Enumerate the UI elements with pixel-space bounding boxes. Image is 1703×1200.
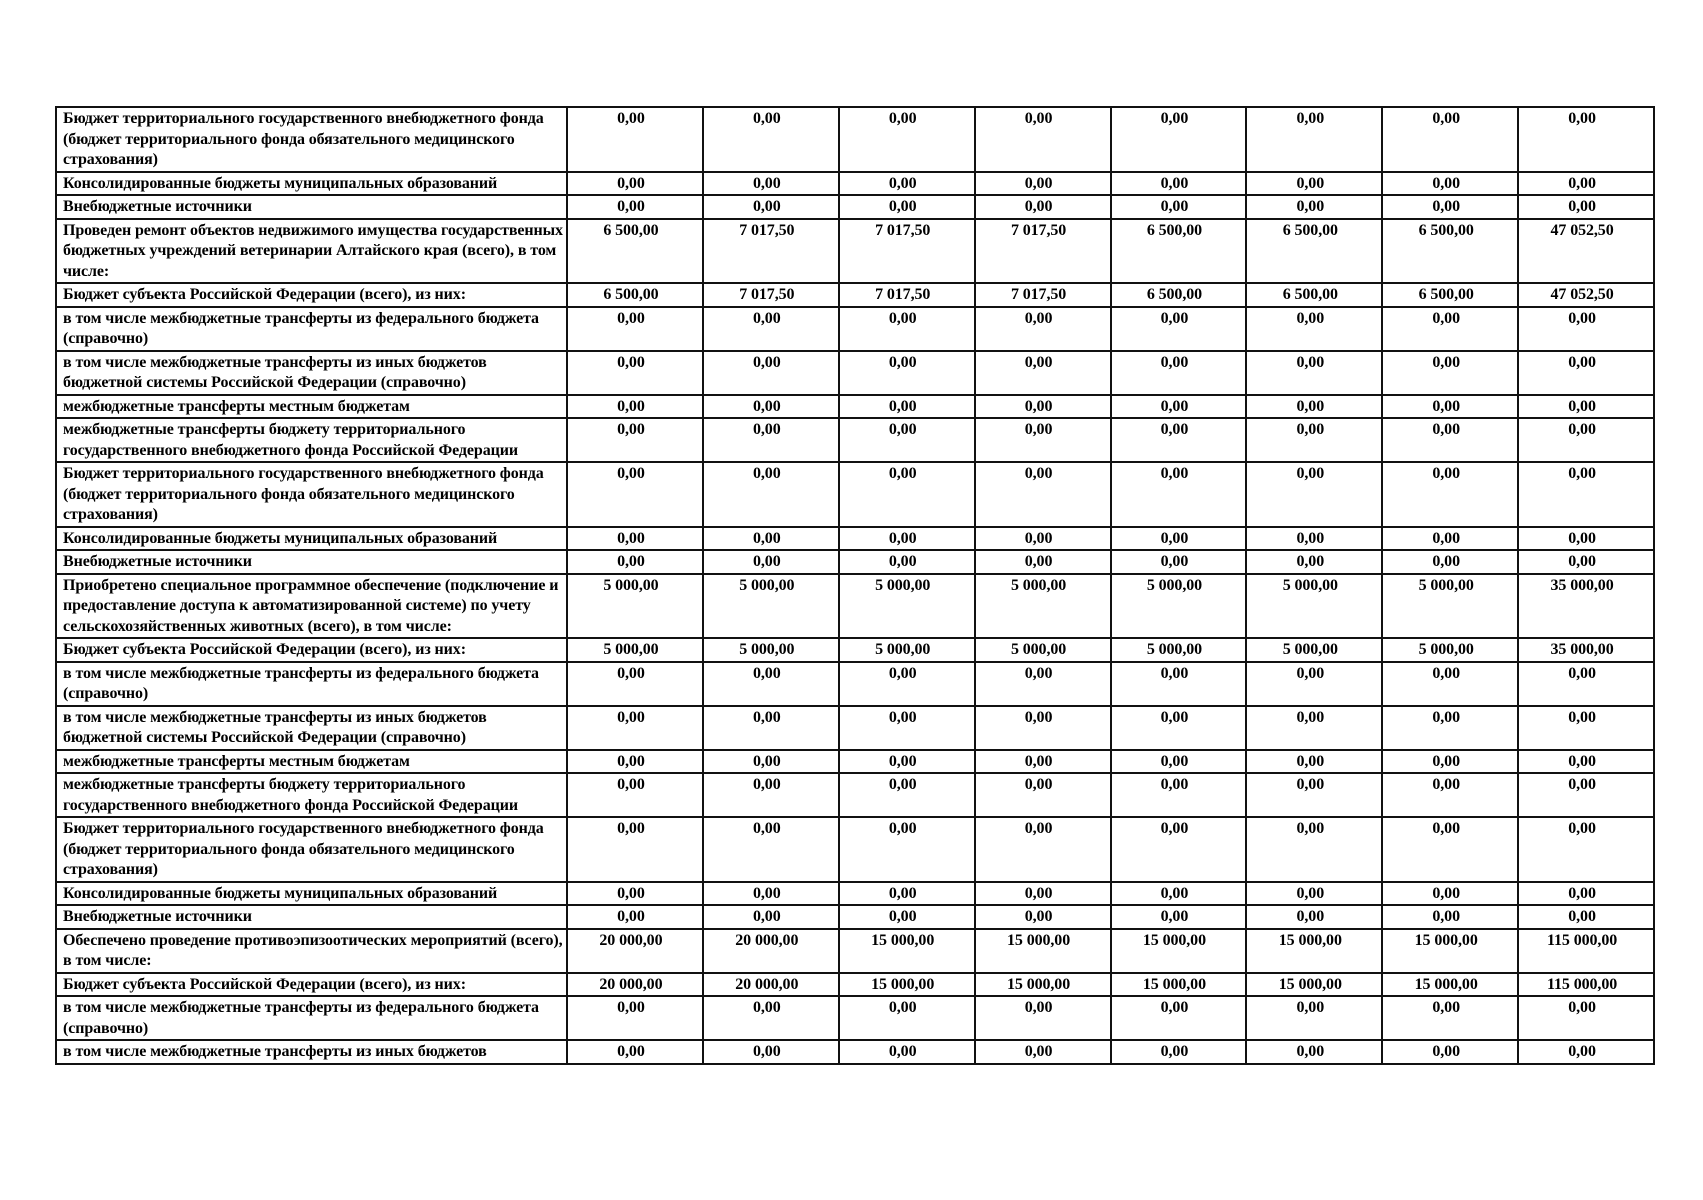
value-cell: 7 017,50: [839, 219, 975, 284]
row-label: в том числе межбюджетные трансферты из иных бюджетов бюджетной системы Российской Федерации (справочно): [56, 706, 567, 750]
value-cell: 0,00: [703, 550, 839, 574]
value-cell: 20 000,00: [703, 929, 839, 973]
value-cell: 6 500,00: [1246, 219, 1382, 284]
table-row: [56, 662, 1654, 706]
table-row: [56, 195, 1654, 219]
value-cell: 0,00: [1111, 996, 1247, 1040]
table-row: [56, 219, 1654, 284]
value-cell: 0,00: [839, 773, 975, 817]
value-cell: 0,00: [839, 307, 975, 351]
value-cell: 0,00: [567, 1040, 703, 1064]
value-cell: 0,00: [975, 395, 1111, 419]
value-cell: 0,00: [1111, 1040, 1247, 1064]
value-cell: 0,00: [1246, 706, 1382, 750]
table-row: [56, 706, 1654, 750]
value-cell: 6 500,00: [1111, 283, 1247, 307]
value-cell: 0,00: [1518, 905, 1654, 929]
value-cell: 0,00: [839, 1040, 975, 1064]
value-cell: 0,00: [1246, 527, 1382, 551]
value-cell: 0,00: [567, 351, 703, 395]
value-cell: 0,00: [1382, 905, 1518, 929]
table-row: [56, 550, 1654, 574]
value-cell: 7 017,50: [975, 283, 1111, 307]
value-cell: 0,00: [1246, 462, 1382, 527]
table-row: [56, 882, 1654, 906]
value-cell: 0,00: [703, 1040, 839, 1064]
row-label: в том числе межбюджетные трансферты из федерального бюджета (справочно): [56, 996, 567, 1040]
value-cell: 0,00: [839, 882, 975, 906]
value-cell: 0,00: [1518, 750, 1654, 774]
value-cell: 5 000,00: [1382, 574, 1518, 639]
value-cell: 0,00: [567, 462, 703, 527]
row-label: в том числе межбюджетные трансферты из иных бюджетов бюджетной системы Российской Федерации (справочно): [56, 351, 567, 395]
value-cell: 0,00: [839, 395, 975, 419]
value-cell: 0,00: [703, 527, 839, 551]
value-cell: 7 017,50: [703, 283, 839, 307]
value-cell: 0,00: [567, 750, 703, 774]
value-cell: 47 052,50: [1518, 283, 1654, 307]
value-cell: 0,00: [1518, 527, 1654, 551]
value-cell: 0,00: [703, 418, 839, 462]
value-cell: 0,00: [839, 662, 975, 706]
value-cell: 0,00: [1246, 662, 1382, 706]
value-cell: 15 000,00: [1111, 973, 1247, 997]
value-cell: 0,00: [1111, 418, 1247, 462]
value-cell: 0,00: [975, 550, 1111, 574]
value-cell: 0,00: [1518, 418, 1654, 462]
value-cell: 15 000,00: [975, 973, 1111, 997]
value-cell: 5 000,00: [1382, 638, 1518, 662]
value-cell: 0,00: [1111, 550, 1247, 574]
value-cell: 7 017,50: [703, 219, 839, 284]
value-cell: 0,00: [1246, 351, 1382, 395]
value-cell: 0,00: [703, 773, 839, 817]
value-cell: 6 500,00: [1246, 283, 1382, 307]
value-cell: 0,00: [567, 550, 703, 574]
value-cell: 7 017,50: [975, 219, 1111, 284]
value-cell: 0,00: [703, 462, 839, 527]
value-cell: 15 000,00: [975, 929, 1111, 973]
value-cell: 0,00: [703, 996, 839, 1040]
value-cell: 5 000,00: [1111, 638, 1247, 662]
value-cell: 0,00: [1382, 172, 1518, 196]
row-label: межбюджетные трансферты бюджету территориального государственного внебюджетного фонда Российской Федерации: [56, 418, 567, 462]
value-cell: 0,00: [1246, 1040, 1382, 1064]
value-cell: 15 000,00: [1246, 929, 1382, 973]
table-row: [56, 750, 1654, 774]
value-cell: 0,00: [567, 195, 703, 219]
value-cell: 0,00: [839, 905, 975, 929]
table-row: [56, 283, 1654, 307]
budget-table: [55, 106, 1655, 1065]
value-cell: 0,00: [1246, 107, 1382, 172]
value-cell: 35 000,00: [1518, 638, 1654, 662]
value-cell: 0,00: [839, 706, 975, 750]
value-cell: 0,00: [1111, 395, 1247, 419]
value-cell: 0,00: [1518, 550, 1654, 574]
value-cell: 0,00: [567, 706, 703, 750]
value-cell: 0,00: [567, 172, 703, 196]
row-label: Обеспечено проведение противоэпизоотических мероприятий (всего), в том числе:: [56, 929, 567, 973]
table-row: [56, 418, 1654, 462]
value-cell: 0,00: [1382, 750, 1518, 774]
value-cell: 15 000,00: [839, 929, 975, 973]
value-cell: 5 000,00: [703, 574, 839, 639]
value-cell: 0,00: [839, 418, 975, 462]
value-cell: 0,00: [839, 817, 975, 882]
value-cell: 0,00: [1518, 1040, 1654, 1064]
value-cell: 0,00: [1382, 307, 1518, 351]
value-cell: 0,00: [1382, 817, 1518, 882]
value-cell: 5 000,00: [567, 638, 703, 662]
value-cell: 0,00: [703, 706, 839, 750]
value-cell: 0,00: [703, 662, 839, 706]
value-cell: 0,00: [975, 882, 1111, 906]
value-cell: 0,00: [703, 395, 839, 419]
value-cell: 0,00: [1246, 905, 1382, 929]
value-cell: 0,00: [839, 172, 975, 196]
value-cell: 0,00: [975, 817, 1111, 882]
value-cell: 0,00: [1111, 195, 1247, 219]
value-cell: 5 000,00: [839, 574, 975, 639]
value-cell: 0,00: [839, 996, 975, 1040]
value-cell: 0,00: [567, 817, 703, 882]
table-row: [56, 1040, 1654, 1064]
value-cell: 0,00: [975, 351, 1111, 395]
value-cell: 47 052,50: [1518, 219, 1654, 284]
value-cell: 0,00: [567, 107, 703, 172]
value-cell: 0,00: [1111, 750, 1247, 774]
value-cell: 0,00: [1518, 773, 1654, 817]
value-cell: 5 000,00: [703, 638, 839, 662]
value-cell: 0,00: [1111, 351, 1247, 395]
table-row: [56, 351, 1654, 395]
value-cell: 0,00: [1382, 527, 1518, 551]
table-row: [56, 638, 1654, 662]
table-row: [56, 527, 1654, 551]
value-cell: 0,00: [567, 418, 703, 462]
value-cell: 0,00: [975, 996, 1111, 1040]
row-label: в том числе межбюджетные трансферты из федерального бюджета (справочно): [56, 307, 567, 351]
value-cell: 115 000,00: [1518, 929, 1654, 973]
table-row: [56, 307, 1654, 351]
table-row: [56, 462, 1654, 527]
value-cell: 0,00: [1111, 817, 1247, 882]
value-cell: 0,00: [567, 905, 703, 929]
value-cell: 0,00: [839, 550, 975, 574]
row-label: межбюджетные трансферты бюджету территориального государственного внебюджетного фонда Российской Федерации: [56, 773, 567, 817]
value-cell: 0,00: [1246, 773, 1382, 817]
row-label: Бюджет территориального государственного внебюджетного фонда (бюджет территориального фонда обязательного медицинского страхования): [56, 107, 567, 172]
value-cell: 0,00: [975, 307, 1111, 351]
value-cell: 0,00: [1382, 395, 1518, 419]
value-cell: 0,00: [703, 750, 839, 774]
value-cell: 0,00: [1382, 195, 1518, 219]
value-cell: 0,00: [1246, 882, 1382, 906]
value-cell: 6 500,00: [1382, 283, 1518, 307]
value-cell: 0,00: [975, 706, 1111, 750]
value-cell: 0,00: [1111, 462, 1247, 527]
value-cell: 20 000,00: [567, 973, 703, 997]
value-cell: 0,00: [703, 107, 839, 172]
value-cell: 0,00: [1246, 996, 1382, 1040]
value-cell: 0,00: [703, 817, 839, 882]
value-cell: 6 500,00: [1382, 219, 1518, 284]
value-cell: 0,00: [1518, 817, 1654, 882]
value-cell: 6 500,00: [1111, 219, 1247, 284]
value-cell: 0,00: [703, 882, 839, 906]
value-cell: 0,00: [1111, 882, 1247, 906]
value-cell: 6 500,00: [567, 219, 703, 284]
value-cell: 0,00: [1518, 195, 1654, 219]
row-label: Бюджет территориального государственного внебюджетного фонда (бюджет территориального фонда обязательного медицинского страхования): [56, 817, 567, 882]
row-label: Консолидированные бюджеты муниципальных образований: [56, 882, 567, 906]
value-cell: 0,00: [1382, 550, 1518, 574]
value-cell: 0,00: [1518, 107, 1654, 172]
value-cell: 0,00: [1111, 662, 1247, 706]
value-cell: 15 000,00: [1246, 973, 1382, 997]
row-label: межбюджетные трансферты местным бюджетам: [56, 750, 567, 774]
row-label: в том числе межбюджетные трансферты из федерального бюджета (справочно): [56, 662, 567, 706]
value-cell: 6 500,00: [567, 283, 703, 307]
value-cell: 0,00: [1382, 418, 1518, 462]
table-row: [56, 996, 1654, 1040]
value-cell: 0,00: [1111, 172, 1247, 196]
value-cell: 0,00: [703, 172, 839, 196]
value-cell: 0,00: [1518, 662, 1654, 706]
value-cell: 0,00: [1518, 462, 1654, 527]
table-row: [56, 773, 1654, 817]
value-cell: 0,00: [1246, 307, 1382, 351]
value-cell: 0,00: [1382, 462, 1518, 527]
value-cell: 0,00: [567, 527, 703, 551]
table-row: [56, 395, 1654, 419]
value-cell: 0,00: [1382, 773, 1518, 817]
value-cell: 0,00: [975, 773, 1111, 817]
row-label: Внебюджетные источники: [56, 195, 567, 219]
value-cell: 0,00: [975, 1040, 1111, 1064]
value-cell: 0,00: [1518, 996, 1654, 1040]
row-label: Бюджет субъекта Российской Федерации (всего), из них:: [56, 283, 567, 307]
value-cell: 0,00: [1382, 1040, 1518, 1064]
value-cell: 0,00: [839, 527, 975, 551]
row-label: в том числе межбюджетные трансферты из иных бюджетов: [56, 1040, 567, 1064]
value-cell: 5 000,00: [975, 574, 1111, 639]
row-label: Внебюджетные источники: [56, 905, 567, 929]
value-cell: 0,00: [703, 351, 839, 395]
value-cell: 0,00: [1246, 395, 1382, 419]
row-label: Консолидированные бюджеты муниципальных образований: [56, 172, 567, 196]
value-cell: 0,00: [839, 462, 975, 527]
row-label: Внебюджетные источники: [56, 550, 567, 574]
table-row: [56, 973, 1654, 997]
value-cell: 0,00: [975, 662, 1111, 706]
table-row: [56, 107, 1654, 172]
value-cell: 0,00: [1246, 817, 1382, 882]
value-cell: 0,00: [1111, 773, 1247, 817]
table-row: [56, 574, 1654, 639]
value-cell: 0,00: [1246, 418, 1382, 462]
table-row: [56, 905, 1654, 929]
value-cell: 0,00: [975, 905, 1111, 929]
value-cell: 0,00: [567, 662, 703, 706]
value-cell: 0,00: [1382, 996, 1518, 1040]
row-label: межбюджетные трансферты местным бюджетам: [56, 395, 567, 419]
value-cell: 5 000,00: [975, 638, 1111, 662]
value-cell: 0,00: [1246, 750, 1382, 774]
value-cell: 0,00: [1382, 662, 1518, 706]
value-cell: 0,00: [703, 307, 839, 351]
table-body: [56, 107, 1654, 1064]
value-cell: 0,00: [1382, 107, 1518, 172]
value-cell: 0,00: [975, 172, 1111, 196]
value-cell: 0,00: [1518, 351, 1654, 395]
value-cell: 0,00: [567, 882, 703, 906]
value-cell: 35 000,00: [1518, 574, 1654, 639]
row-label: Бюджет территориального государственного внебюджетного фонда (бюджет территориального фонда обязательного медицинского страхования): [56, 462, 567, 527]
value-cell: 15 000,00: [1382, 929, 1518, 973]
value-cell: 0,00: [975, 418, 1111, 462]
table-row: [56, 929, 1654, 973]
value-cell: 0,00: [1518, 172, 1654, 196]
value-cell: 0,00: [839, 195, 975, 219]
value-cell: 5 000,00: [1111, 574, 1247, 639]
value-cell: 15 000,00: [1382, 973, 1518, 997]
value-cell: 0,00: [567, 773, 703, 817]
value-cell: 0,00: [567, 395, 703, 419]
value-cell: 0,00: [1111, 905, 1247, 929]
value-cell: 0,00: [839, 351, 975, 395]
value-cell: 0,00: [1111, 527, 1247, 551]
value-cell: 5 000,00: [1246, 574, 1382, 639]
value-cell: 7 017,50: [839, 283, 975, 307]
value-cell: 115 000,00: [1518, 973, 1654, 997]
value-cell: 15 000,00: [1111, 929, 1247, 973]
value-cell: 0,00: [839, 750, 975, 774]
row-label: Приобретено специальное программное обеспечение (подключение и предоставление доступа к автоматизированной системе) по учету сельскохозяйственных животных (всего), в том числе:: [56, 574, 567, 639]
value-cell: 0,00: [567, 307, 703, 351]
value-cell: 0,00: [703, 195, 839, 219]
value-cell: 0,00: [1382, 882, 1518, 906]
value-cell: 0,00: [1382, 706, 1518, 750]
value-cell: 0,00: [975, 750, 1111, 774]
row-label: Консолидированные бюджеты муниципальных образований: [56, 527, 567, 551]
value-cell: 0,00: [1518, 882, 1654, 906]
value-cell: 0,00: [1518, 395, 1654, 419]
value-cell: 15 000,00: [839, 973, 975, 997]
value-cell: 0,00: [975, 527, 1111, 551]
value-cell: 0,00: [1111, 706, 1247, 750]
value-cell: 5 000,00: [839, 638, 975, 662]
value-cell: 0,00: [1246, 550, 1382, 574]
value-cell: 20 000,00: [567, 929, 703, 973]
row-label: Бюджет субъекта Российской Федерации (всего), из них:: [56, 638, 567, 662]
value-cell: 0,00: [1518, 307, 1654, 351]
value-cell: 0,00: [975, 195, 1111, 219]
table-row: [56, 817, 1654, 882]
value-cell: 0,00: [1111, 307, 1247, 351]
value-cell: 0,00: [1246, 195, 1382, 219]
value-cell: 0,00: [839, 107, 975, 172]
value-cell: 0,00: [975, 462, 1111, 527]
value-cell: 0,00: [975, 107, 1111, 172]
value-cell: 0,00: [1382, 351, 1518, 395]
value-cell: 5 000,00: [1246, 638, 1382, 662]
table-row: [56, 172, 1654, 196]
row-label: Проведен ремонт объектов недвижимого имущества государственных бюджетных учреждений ветеринарии Алтайского края (всего), в том числе:: [56, 219, 567, 284]
value-cell: 0,00: [703, 905, 839, 929]
value-cell: 0,00: [567, 996, 703, 1040]
row-label: Бюджет субъекта Российской Федерации (всего), из них:: [56, 973, 567, 997]
value-cell: 0,00: [1111, 107, 1247, 172]
value-cell: 0,00: [1246, 172, 1382, 196]
value-cell: 0,00: [1518, 706, 1654, 750]
value-cell: 20 000,00: [703, 973, 839, 997]
value-cell: 5 000,00: [567, 574, 703, 639]
